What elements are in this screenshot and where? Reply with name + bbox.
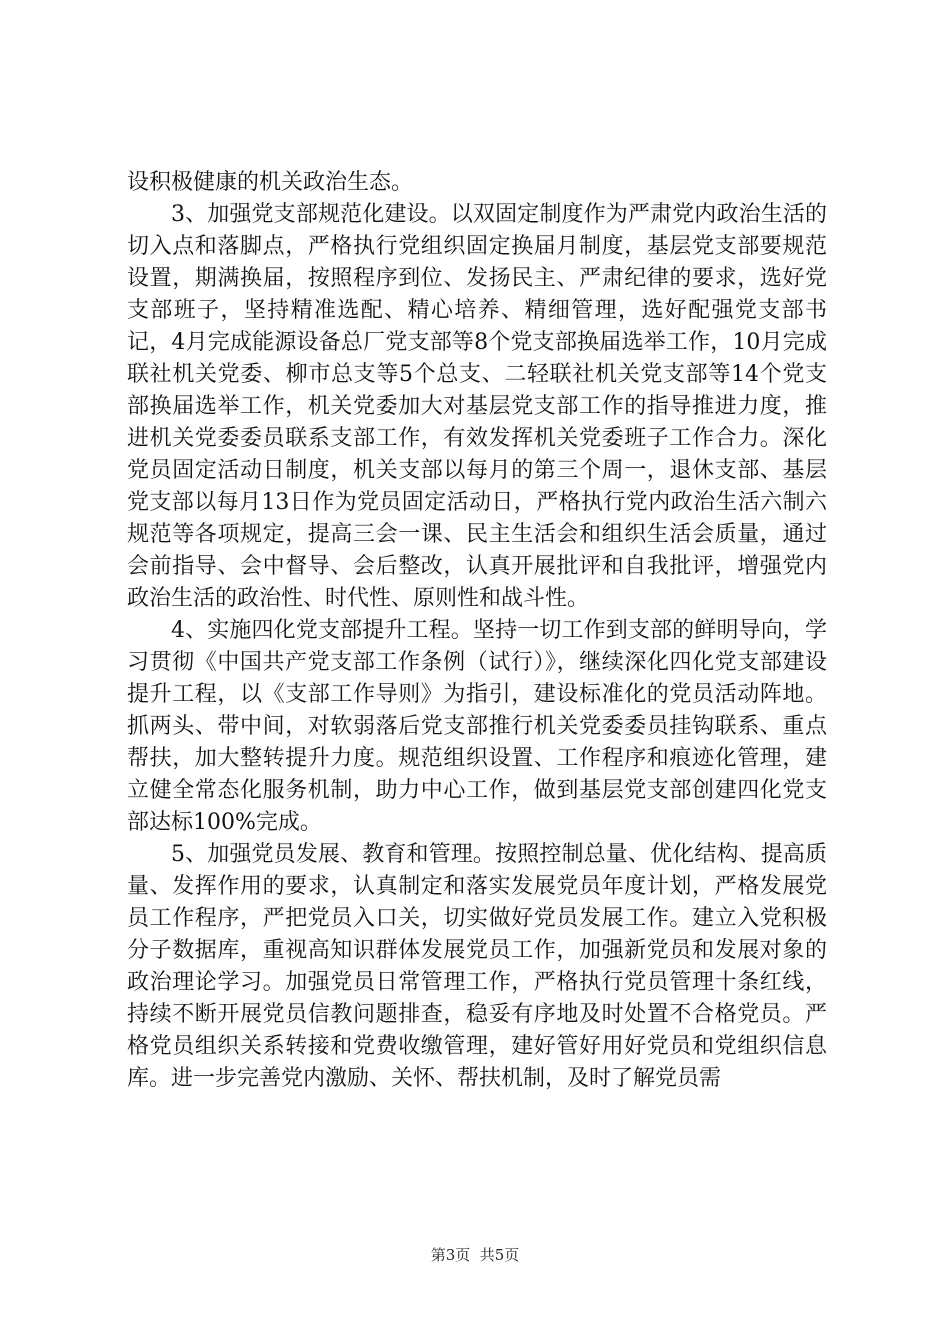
document-body xyxy=(127,167,827,1095)
paragraph-1: 设积极健康的机关政治生态。 xyxy=(127,170,414,195)
page-number-footer: 第3页 共5页 xyxy=(430,1246,520,1264)
paragraph-2: 3、加强党支部规范化建设。以双固定制度作为严肃党内政治生活的切入点和落脚点，严格执行党组织固定换届月制度，基层党支部要规范设置，期满换届，按照程序到位、发扬民主、严肃纪律的要求，选好党支部班子，坚持精准选配、精心培养、精细管理，选好配强党支部书记，4月完成能源设备总厂党支部等8个党支部换届选举工作，10月完成联社机关党委、柳市总支等5个总支、二轻联社机关党支部等14个党支部换届选举工作，机关党委加大对基层党支部工作的指导推进力度，推进机关党委委员联系支部工作，有效发挥机关党委班子工作合力。深化党员固定活动日制度，机关支部以每月的第三个周一，退休支部、基层党支部以每月13日作为党员固定活动日，严格执行党内政治生活六制六规范等各项规定，提高三会一课、民主生活会和组织生活会质量，通过会前指导、会中督导、会后整改，认真开展批评和自我批评，增强党内政治生活的政治性、时代性、原则性和战斗性。 xyxy=(127,202,827,611)
paragraph-4: 5、加强党员发展、教育和管理。按照控制总量、优化结构、提高质量、发挥作用的要求，认真制定和落实发展党员年度计划，严格发展党员工作程序，严把党员入口关，切实做好党员发展工作。建立入党积极分子数据库，重视高知识群体发展党员工作，加强新党员和发展对象的政治理论学习。加强党员日常管理工作，严格执行党员管理十条红线，持续不断开展党员信教问题排查，稳妥有序地及时处置不合格党员。严格党员组织关系转接和党费收缴管理，建好管好用好党员和党组织信息库。进一步完善党内激励、关怀、帮扶机制，及时了解党员需 xyxy=(127,842,827,1091)
paragraph-3: 4、实施四化党支部提升工程。坚持一切工作到支部的鲜明导向，学习贯彻《中国共产党支部工作条例（试行）》，继续深化四化党支部建设提升工程，以《支部工作导则》为指引，建设标准化的党员活动阵地。抓两头、带中间，对软弱落后党支部推行机关党委委员挂钩联系、重点帮扶，加大整转提升力度。规范组织设置、工作程序和痕迹化管理，建立健全常态化服务机制，助力中心工作，做到基层党支部创建四化党支部达标100%完成。 xyxy=(127,618,827,835)
